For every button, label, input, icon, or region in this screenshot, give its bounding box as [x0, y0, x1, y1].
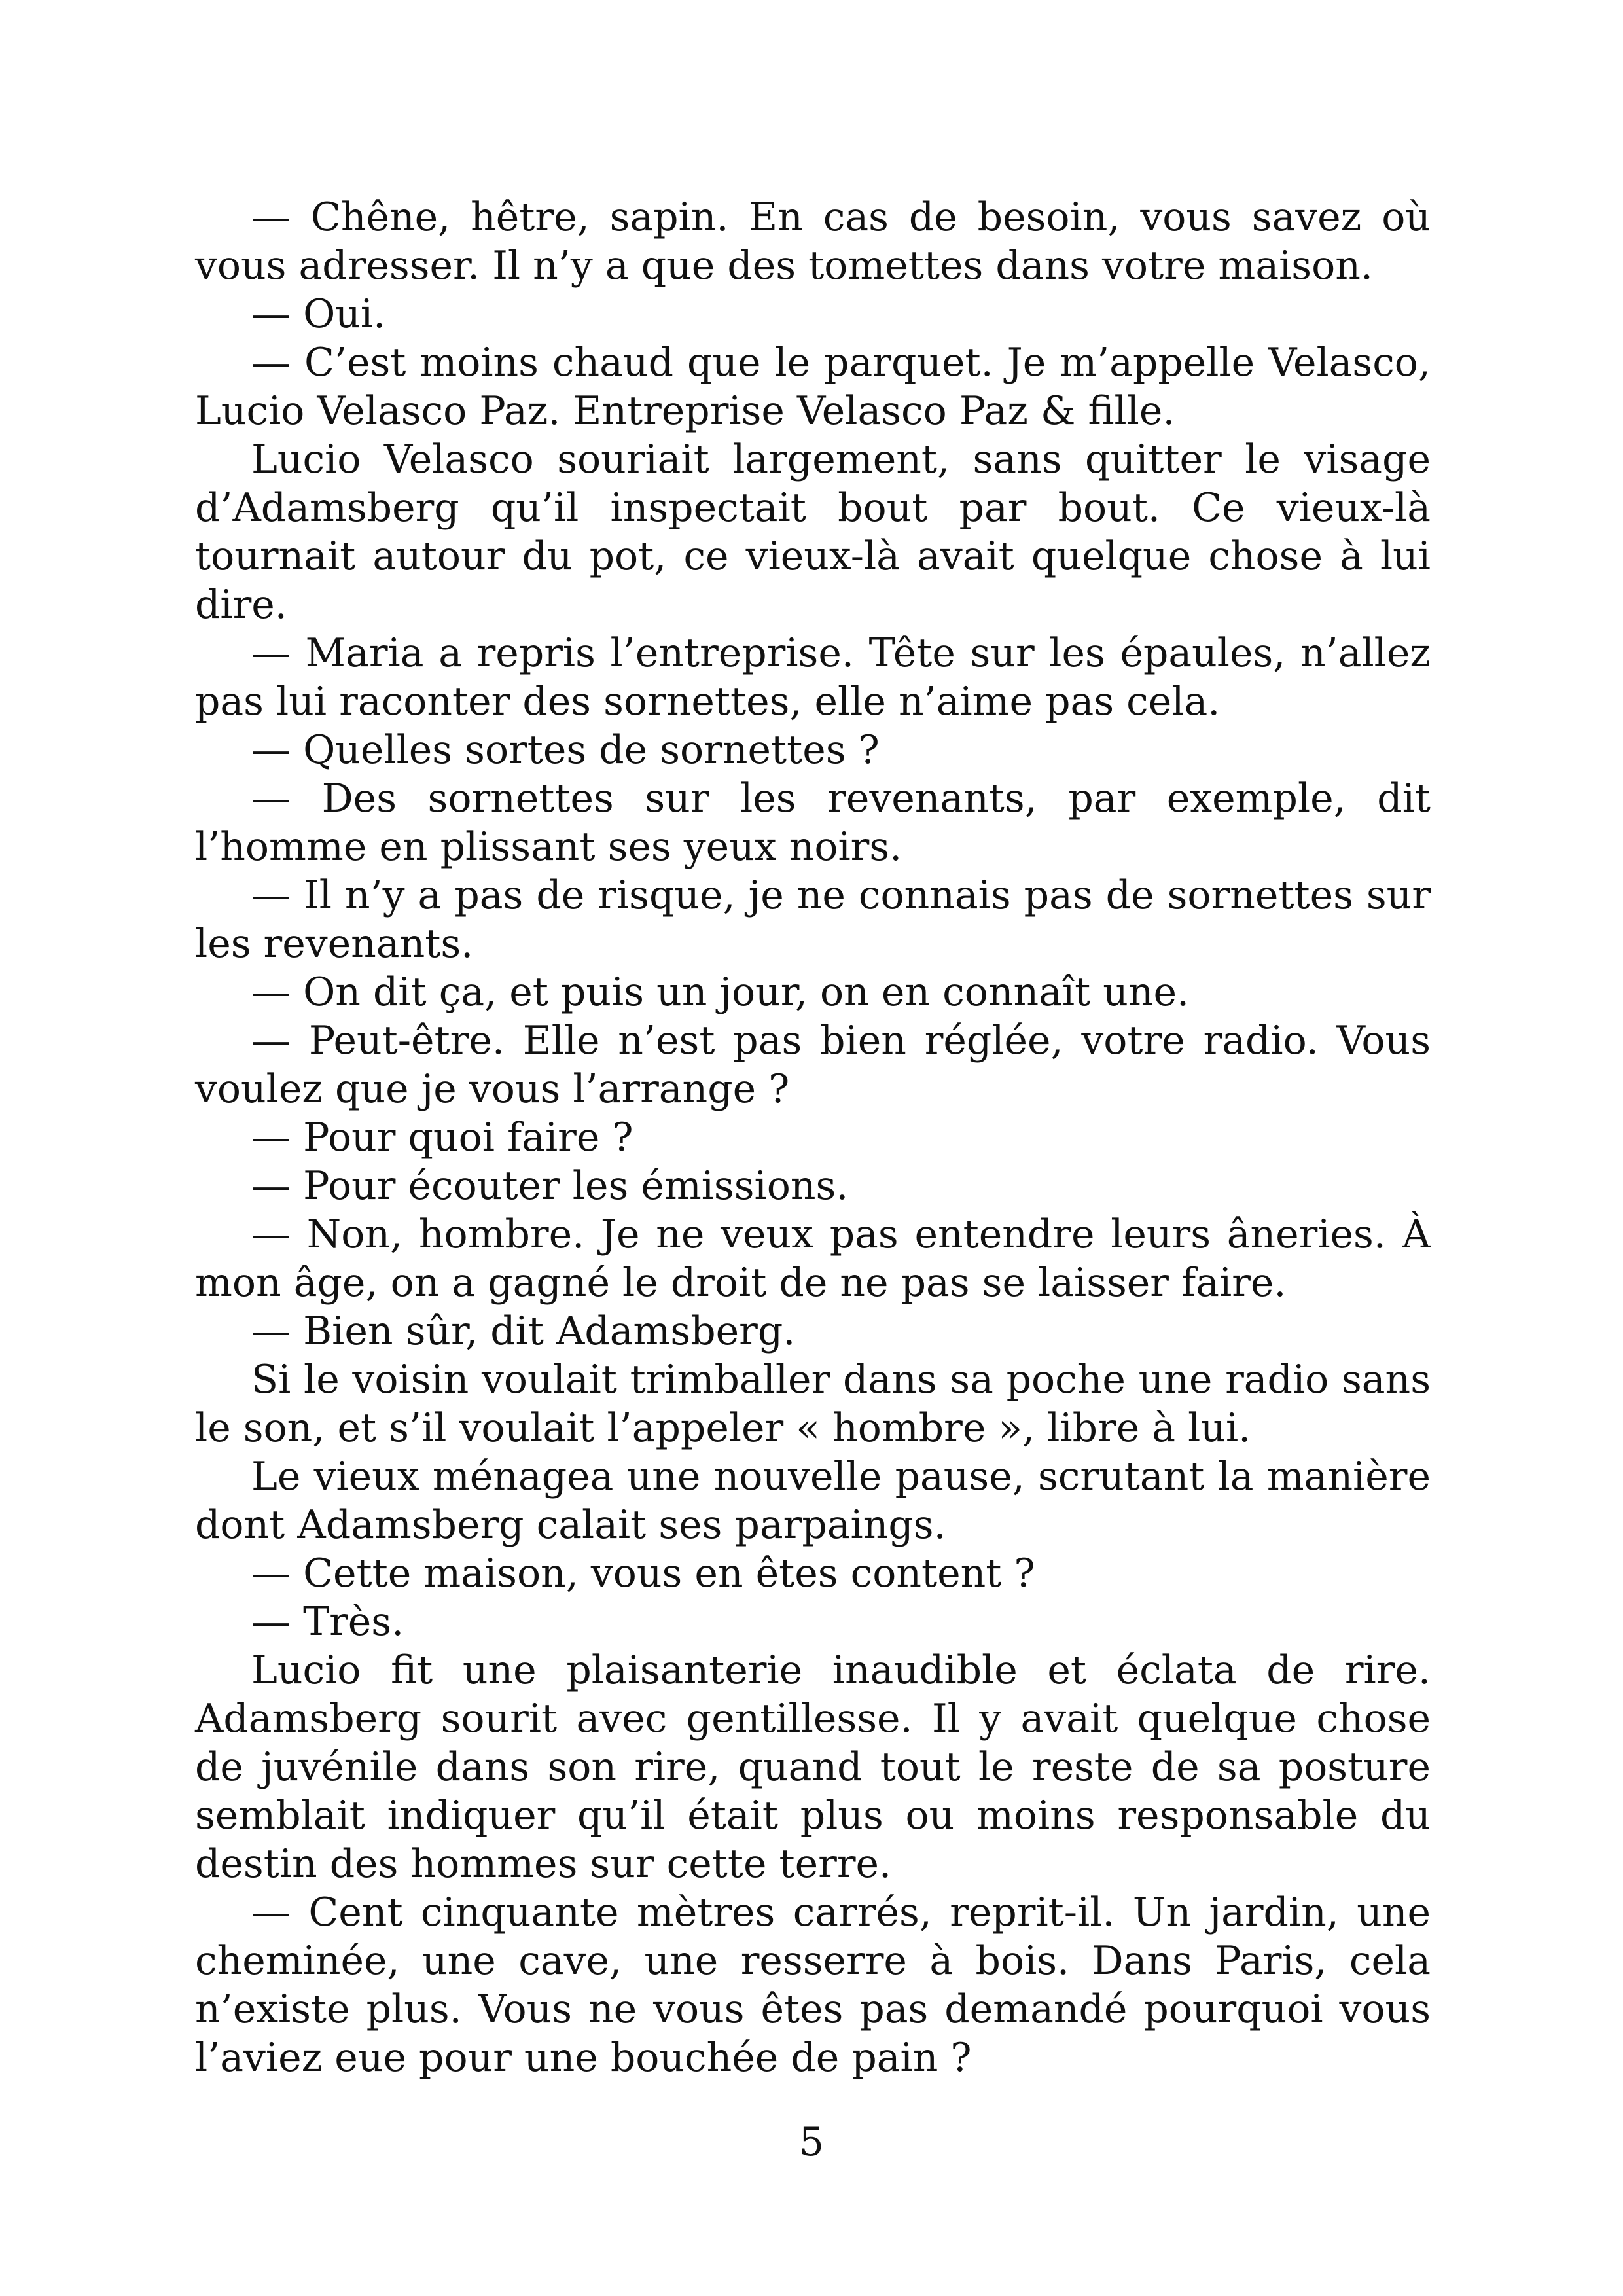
page-number: 5 [798, 2119, 825, 2165]
paragraph: Lucio fit une plaisanterie inaudible et éclata de rire. Adamsberg sourit avec gentillesse. Il y avait quelque chose de juvénile dans son rire, quand tout le reste de sa posture semblait indiquer qu’il était plus ou moins responsable du destin des hommes sur cette terre. [195, 1647, 1431, 1887]
paragraph: Si le voisin voulait trimballer dans sa poche une radio sans le son, et s’il voulait l’appeler « hombre », libre à lui. [195, 1357, 1431, 1451]
paragraph: — Pour quoi faire ? [251, 1115, 633, 1160]
paragraph: Le vieux ménagea une nouvelle pause, scrutant la manière dont Adamsberg calait ses parpaings. [195, 1454, 1431, 1548]
paragraph: — Pour écouter les émissions. [251, 1163, 849, 1209]
paragraph: — C’est moins chaud que le parquet. Je m’appelle Velasco, Lucio Velasco Paz. Entreprise Velasco Paz & fille. [195, 340, 1431, 434]
paragraph: — Bien sûr, dit Adamsberg. [251, 1308, 796, 1354]
paragraph: — Maria a repris l’entreprise. Tête sur les épaules, n’allez pas lui raconter des sornettes, elle n’aime pas cela. [195, 630, 1431, 725]
body-text [195, 193, 1431, 2082]
paragraph: — Quelles sortes de sornettes ? [251, 727, 880, 773]
paragraph: — Peut-être. Elle n’est pas bien réglée, votre radio. Vous voulez que je vous l’arrange ? [195, 1018, 1431, 1112]
paragraph: — Oui. [251, 291, 386, 337]
paragraph: — Des sornettes sur les revenants, par exemple, dit l’homme en plissant ses yeux noirs. [195, 776, 1431, 870]
paragraph: — Cent cinquante mètres carrés, reprit-il. Un jardin, une cheminée, une cave, une resserre à bois. Dans Paris, cela n’existe plus. Vous ne vous êtes pas demandé pourquoi vous l’aviez eue pour une bouchée de pain ? [195, 1890, 1431, 2081]
paragraph: — Non, hombre. Je ne veux pas entendre leurs âneries. À mon âge, on a gagné le droit de ne pas se laisser faire. [195, 1211, 1431, 1306]
paragraph: — Très. [251, 1599, 404, 1645]
paragraph: — Chêne, hêtre, sapin. En cas de besoin, vous savez où vous adresser. Il n’y a que des tomettes dans votre maison. [195, 194, 1431, 289]
paragraph: — On dit ça, et puis un jour, on en connaît une. [251, 969, 1190, 1015]
paragraph: — Cette maison, vous en êtes content ? [251, 1551, 1035, 1596]
paragraph: Lucio Velasco souriait largement, sans quitter le visage d’Adamsberg qu’il inspectait bout par bout. Ce vieux-là tournait autour du pot, ce vieux-là avait quelque chose à lui dire. [195, 437, 1431, 628]
paragraph: — Il n’y a pas de risque, je ne connais pas de sornettes sur les revenants. [195, 872, 1431, 967]
